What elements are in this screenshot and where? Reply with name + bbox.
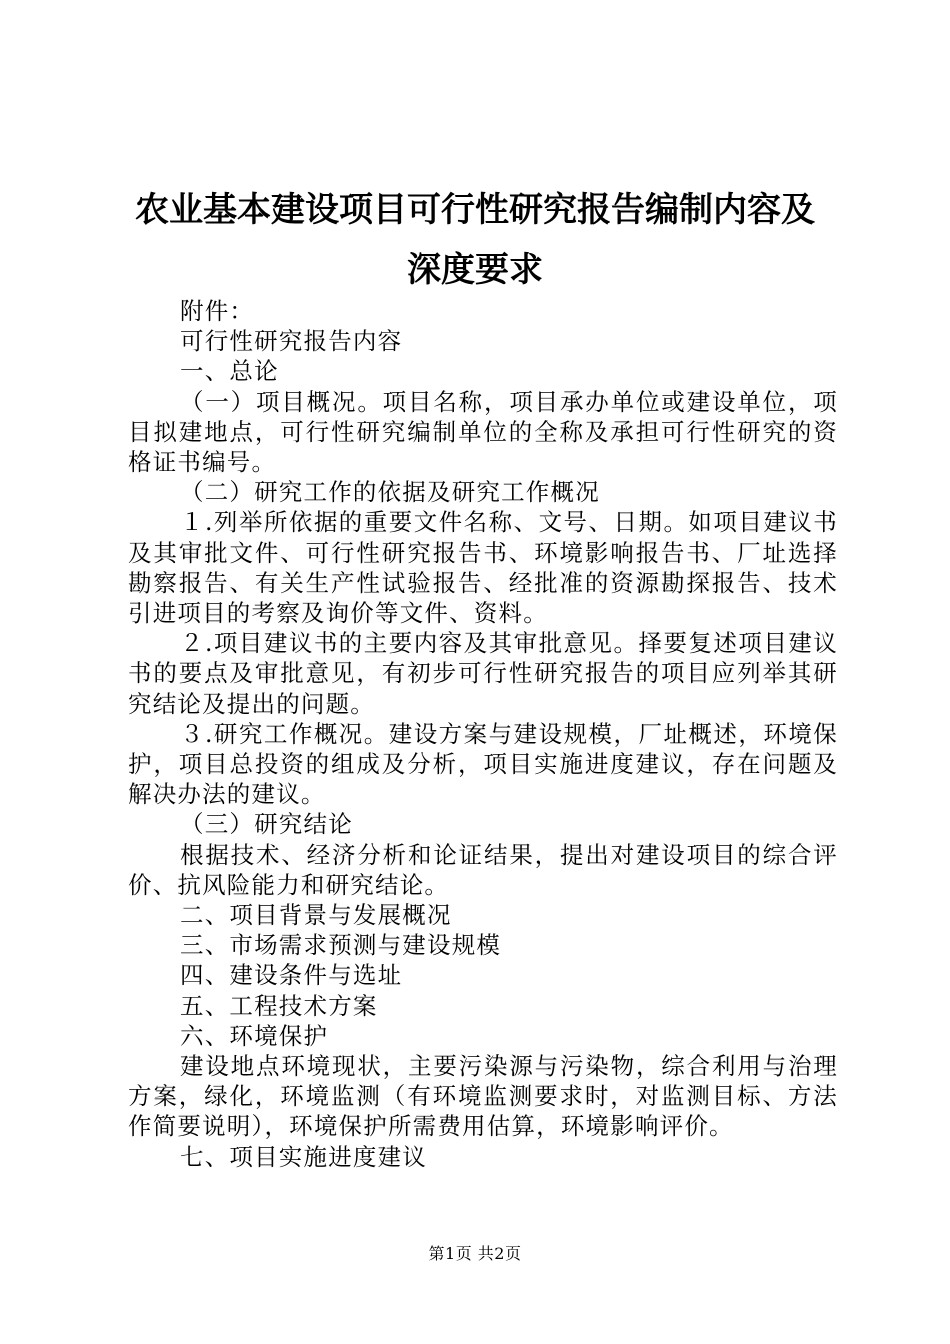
paragraph-attachment: 附件： bbox=[180, 297, 255, 325]
document-title-line-2: 深度要求 bbox=[407, 250, 543, 290]
subsection-conclusion: （三）研究结论 bbox=[180, 810, 353, 839]
paragraph-report-content: 可行性研究报告内容 bbox=[180, 327, 403, 356]
page-footer: 第1页 共2页 bbox=[428, 1244, 522, 1263]
section-heading-general: 一、总论 bbox=[180, 357, 279, 386]
paragraph-item-1: １.列举所依据的重要文件名称、文号、日期。如项目建议书及其审批文件、可行性研究报告书、环境影响报告书、厂址选择勘察报告、有关生产性试验报告、经批准的资源勘探报告、技术引进项目的考察及询价等文件、资料。 bbox=[128, 508, 838, 628]
section-heading-engineering: 五、工程技术方案 bbox=[180, 991, 378, 1020]
paragraph-item-2: ２.项目建议书的主要内容及其审批意见。择要复述项目建议书的要点及审批意见，有初步可行性研究报告的项目应列举其研究结论及提出的问题。 bbox=[128, 629, 838, 718]
paragraph-item-3: ３.研究工作概况。建设方案与建设规模，厂址概述，环境保护，项目总投资的组成及分析，项目实施进度建议，存在问题及解决办法的建议。 bbox=[128, 719, 838, 809]
section-heading-environment: 六、环境保护 bbox=[180, 1021, 329, 1050]
section-heading-conditions: 四、建设条件与选址 bbox=[180, 961, 403, 990]
document-body bbox=[128, 296, 838, 1172]
section-heading-market: 三、市场需求预测与建设规模 bbox=[180, 931, 502, 960]
section-heading-background: 二、项目背景与发展概况 bbox=[180, 901, 452, 930]
paragraph-project-overview: （一）项目概况。项目名称，项目承办单位或建设单位，项目拟建地点，可行性研究编制单位的全称及承担可行性研究的资格证书编号。 bbox=[128, 387, 838, 477]
paragraph-environment: 建设地点环境现状，主要污染源与污染物，综合利用与治理方案，绿化，环境监测（有环境监测要求时，对监测目标、方法作简要说明），环境保护所需费用估算，环境影响评价。 bbox=[128, 1052, 838, 1141]
section-heading-schedule: 七、项目实施进度建议 bbox=[180, 1142, 427, 1171]
subsection-basis: （二）研究工作的依据及研究工作概况 bbox=[180, 478, 600, 507]
paragraph-conclusion: 根据技术、经济分析和论证结果，提出对建设项目的综合评价、抗风险能力和研究结论。 bbox=[128, 840, 838, 899]
document-title-line-1: 农业基本建设项目可行性研究报告编制内容及 bbox=[135, 190, 815, 230]
